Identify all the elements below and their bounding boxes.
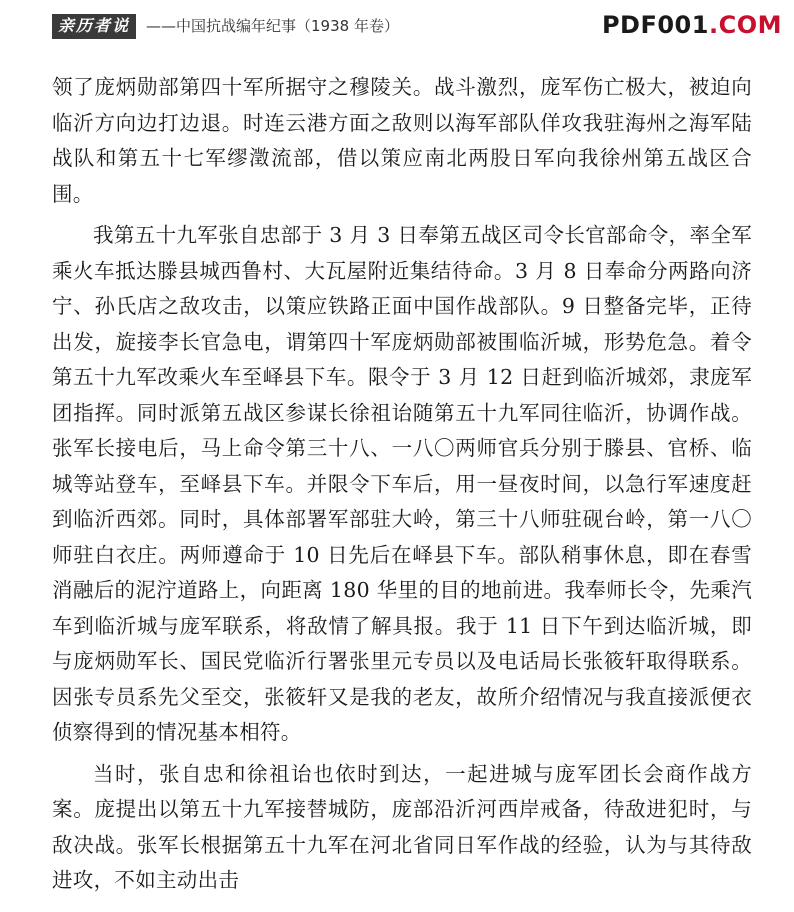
page-body <box>52 70 752 899</box>
paragraph-meeting: 当时，张自忠和徐祖诒也依时到达，一起进城与庞军团长会商作战方案。庞提出以第五十九军接替城防，庞部沿沂河西岸戒备，待敌进犯时，与敌决战。张军长根据第五十九军在河北省同日军作战的经验，认为与其待敌进攻，不如主动出击 <box>52 761 752 892</box>
page-header <box>52 10 782 42</box>
paragraph-continued: 领了庞炳勋部第四十军所据守之穆陵关。战斗激烈，庞军伤亡极大，被迫向临沂方向边打边退。时连云港方面之敌则以海军部队佯攻我驻海州之海军陆战队和第五十七军缪澂流部，借以策应南北两股日军向我徐州第五战区合围。 <box>52 75 752 206</box>
watermark-dot: . <box>708 11 719 39</box>
site-watermark <box>602 10 782 40</box>
watermark-main: PDF001 <box>601 11 709 39</box>
paragraph-59th-army: 我第五十九军张自忠部于 3 月 3 日奉第五战区司令长官部命令，率全军乘火车抵达滕县城西鲁村、大瓦屋附近集结待命。3 月 8 日奉命分两路向济宁、孙氏店之敌攻击，以策应铁路正面中国作战部队。9 日整备完毕，正待出发，旋接李长官急电，谓第四十军庞炳勋部被围临沂城，形势危急。着令第五十九军改乘火车至峄县下车。限令于 3 月 12 日赶到临沂城郊，隶庞军团指挥。同时派第五战区参谋长徐祖诒随第五十九军同往临沂，协调作战。张军长接电后，马上命令第三十八、一八〇两师官兵分别于滕县、官桥、临城等站登车，至峄县下车。并限令下车后，用一昼夜时间，以急行军速度赶到临沂西郊。同时，具体部署军部驻大岭，第三十八师驻砚台岭，第一八〇师驻白衣庄。两师遵命于 10 日先后在峄县下车。部队稍事休息，即在春雪消融后的泥泞道路上，向距离 180 华里的目的地前进。我奉师长令，先乘汽车到临沂城与庞军联系，将敌情了解具报。我于 11 日下午到达临沂城，即与庞炳勋军长、国民党临沂行署张里元专员以及电话局长张筱轩取得联系。因张专员系先父至交，张筱轩又是我的老友，故所介绍情况与我直接派便衣侦察得到的情况基本相符。 <box>52 223 752 744</box>
book-subtitle: ——中国抗战编年纪事（1938 年卷） <box>146 17 399 35</box>
series-tag: 亲历者说 <box>52 14 136 39</box>
watermark-ext: COM <box>718 11 782 39</box>
